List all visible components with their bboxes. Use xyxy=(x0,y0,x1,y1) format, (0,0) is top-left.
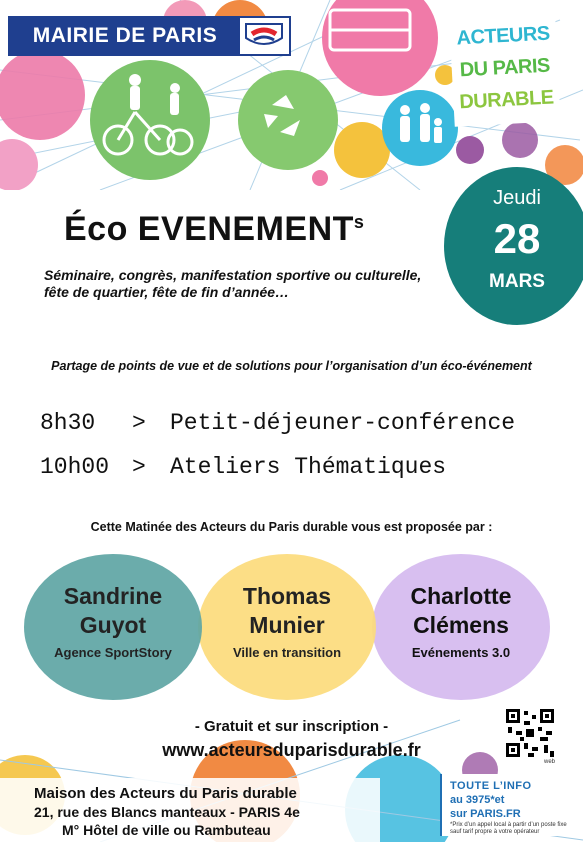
schedule-label: Ateliers Thématiques xyxy=(170,454,447,480)
speaker-name xyxy=(198,582,376,640)
speaker-circle-thomas xyxy=(198,554,376,700)
info-note: *Prix d’un appel local à partir d’un poste fixe sauf tarif propre à votre opérateur xyxy=(450,822,567,835)
address-line-3: M° Hôtel de ville ou Rambuteau xyxy=(62,822,271,838)
speaker-name xyxy=(372,582,550,640)
partage-text: Partage de points de vue et de solutions pour l’organisation d’un éco-événement xyxy=(51,359,532,373)
schedule-time: 8h30 xyxy=(40,410,96,436)
date-badge xyxy=(444,167,583,325)
info-line-1: TOUTE L’INFO xyxy=(450,780,532,792)
speaker-first-name: Charlotte xyxy=(410,583,512,609)
title-prefix: Éco E xyxy=(64,210,161,248)
acteurs-line-1: ACTEURS xyxy=(456,22,551,50)
schedule-time: 10h00 xyxy=(40,454,110,480)
info-line-3: sur PARIS.FR xyxy=(450,808,521,820)
acteurs-line-2: DU PARIS xyxy=(459,54,551,82)
address-line-1: Maison des Acteurs du Paris durable xyxy=(34,785,297,802)
proposed-by-text: Cette Matinée des Acteurs du Paris durable vous est proposée par : xyxy=(90,520,493,534)
acteurs-line-3: DURABLE xyxy=(458,86,555,114)
speaker-first-name: Thomas xyxy=(242,583,332,609)
speaker-last-name: Munier xyxy=(249,612,325,638)
event-subtitle xyxy=(44,267,464,301)
info-3975-box xyxy=(440,774,582,836)
schedule-arrow: > xyxy=(132,454,146,480)
website-link[interactable]: www.acteursduparisdurable.fr xyxy=(162,740,421,760)
speaker-circle-charlotte xyxy=(372,554,550,700)
mairie-de-paris-logo xyxy=(8,16,291,56)
speaker-org: Agence SportStory xyxy=(54,645,172,660)
subtitle-line-2: fête de quartier, fête de fin d’année… xyxy=(44,284,290,300)
date-day: Jeudi xyxy=(493,187,541,209)
gratuit-text: - Gratuit et sur inscription - xyxy=(194,718,389,735)
speaker-org: Ville en transition xyxy=(232,645,342,660)
speaker-last-name: Guyot xyxy=(79,612,147,638)
qr-label: web xyxy=(544,759,556,765)
speaker-name xyxy=(24,582,202,640)
speaker-org: Evénements 3.0 xyxy=(411,645,511,660)
schedule-row xyxy=(40,410,520,440)
event-title xyxy=(64,210,364,249)
date-month: MARS xyxy=(489,271,545,292)
subtitle-line-1: Séminaire, congrès, manifestation sportive ou culturelle, xyxy=(44,267,422,283)
qr-code-icon[interactable] xyxy=(504,707,556,759)
paris-emblem-icon xyxy=(242,20,286,52)
speaker-last-name: Clémens xyxy=(413,612,509,638)
mairie-label: MAIRIE DE PARIS xyxy=(10,18,240,54)
address-line-2: 21, rue des Blancs manteaux - PARIS 4e xyxy=(34,804,300,820)
speaker-circle-sandrine xyxy=(24,554,202,700)
title-sup: s xyxy=(353,212,365,232)
schedule-label: Petit-déjeuner-conférence xyxy=(170,410,516,436)
date-number: 28 xyxy=(493,215,541,262)
info-line-2: au 3975*et xyxy=(450,794,505,806)
title-main: VENEMENT xyxy=(160,210,354,248)
schedule-arrow: > xyxy=(132,410,146,436)
acteurs-du-paris-durable-badge xyxy=(449,17,560,126)
schedule-row xyxy=(40,454,520,484)
speaker-first-name: Sandrine xyxy=(63,583,163,609)
